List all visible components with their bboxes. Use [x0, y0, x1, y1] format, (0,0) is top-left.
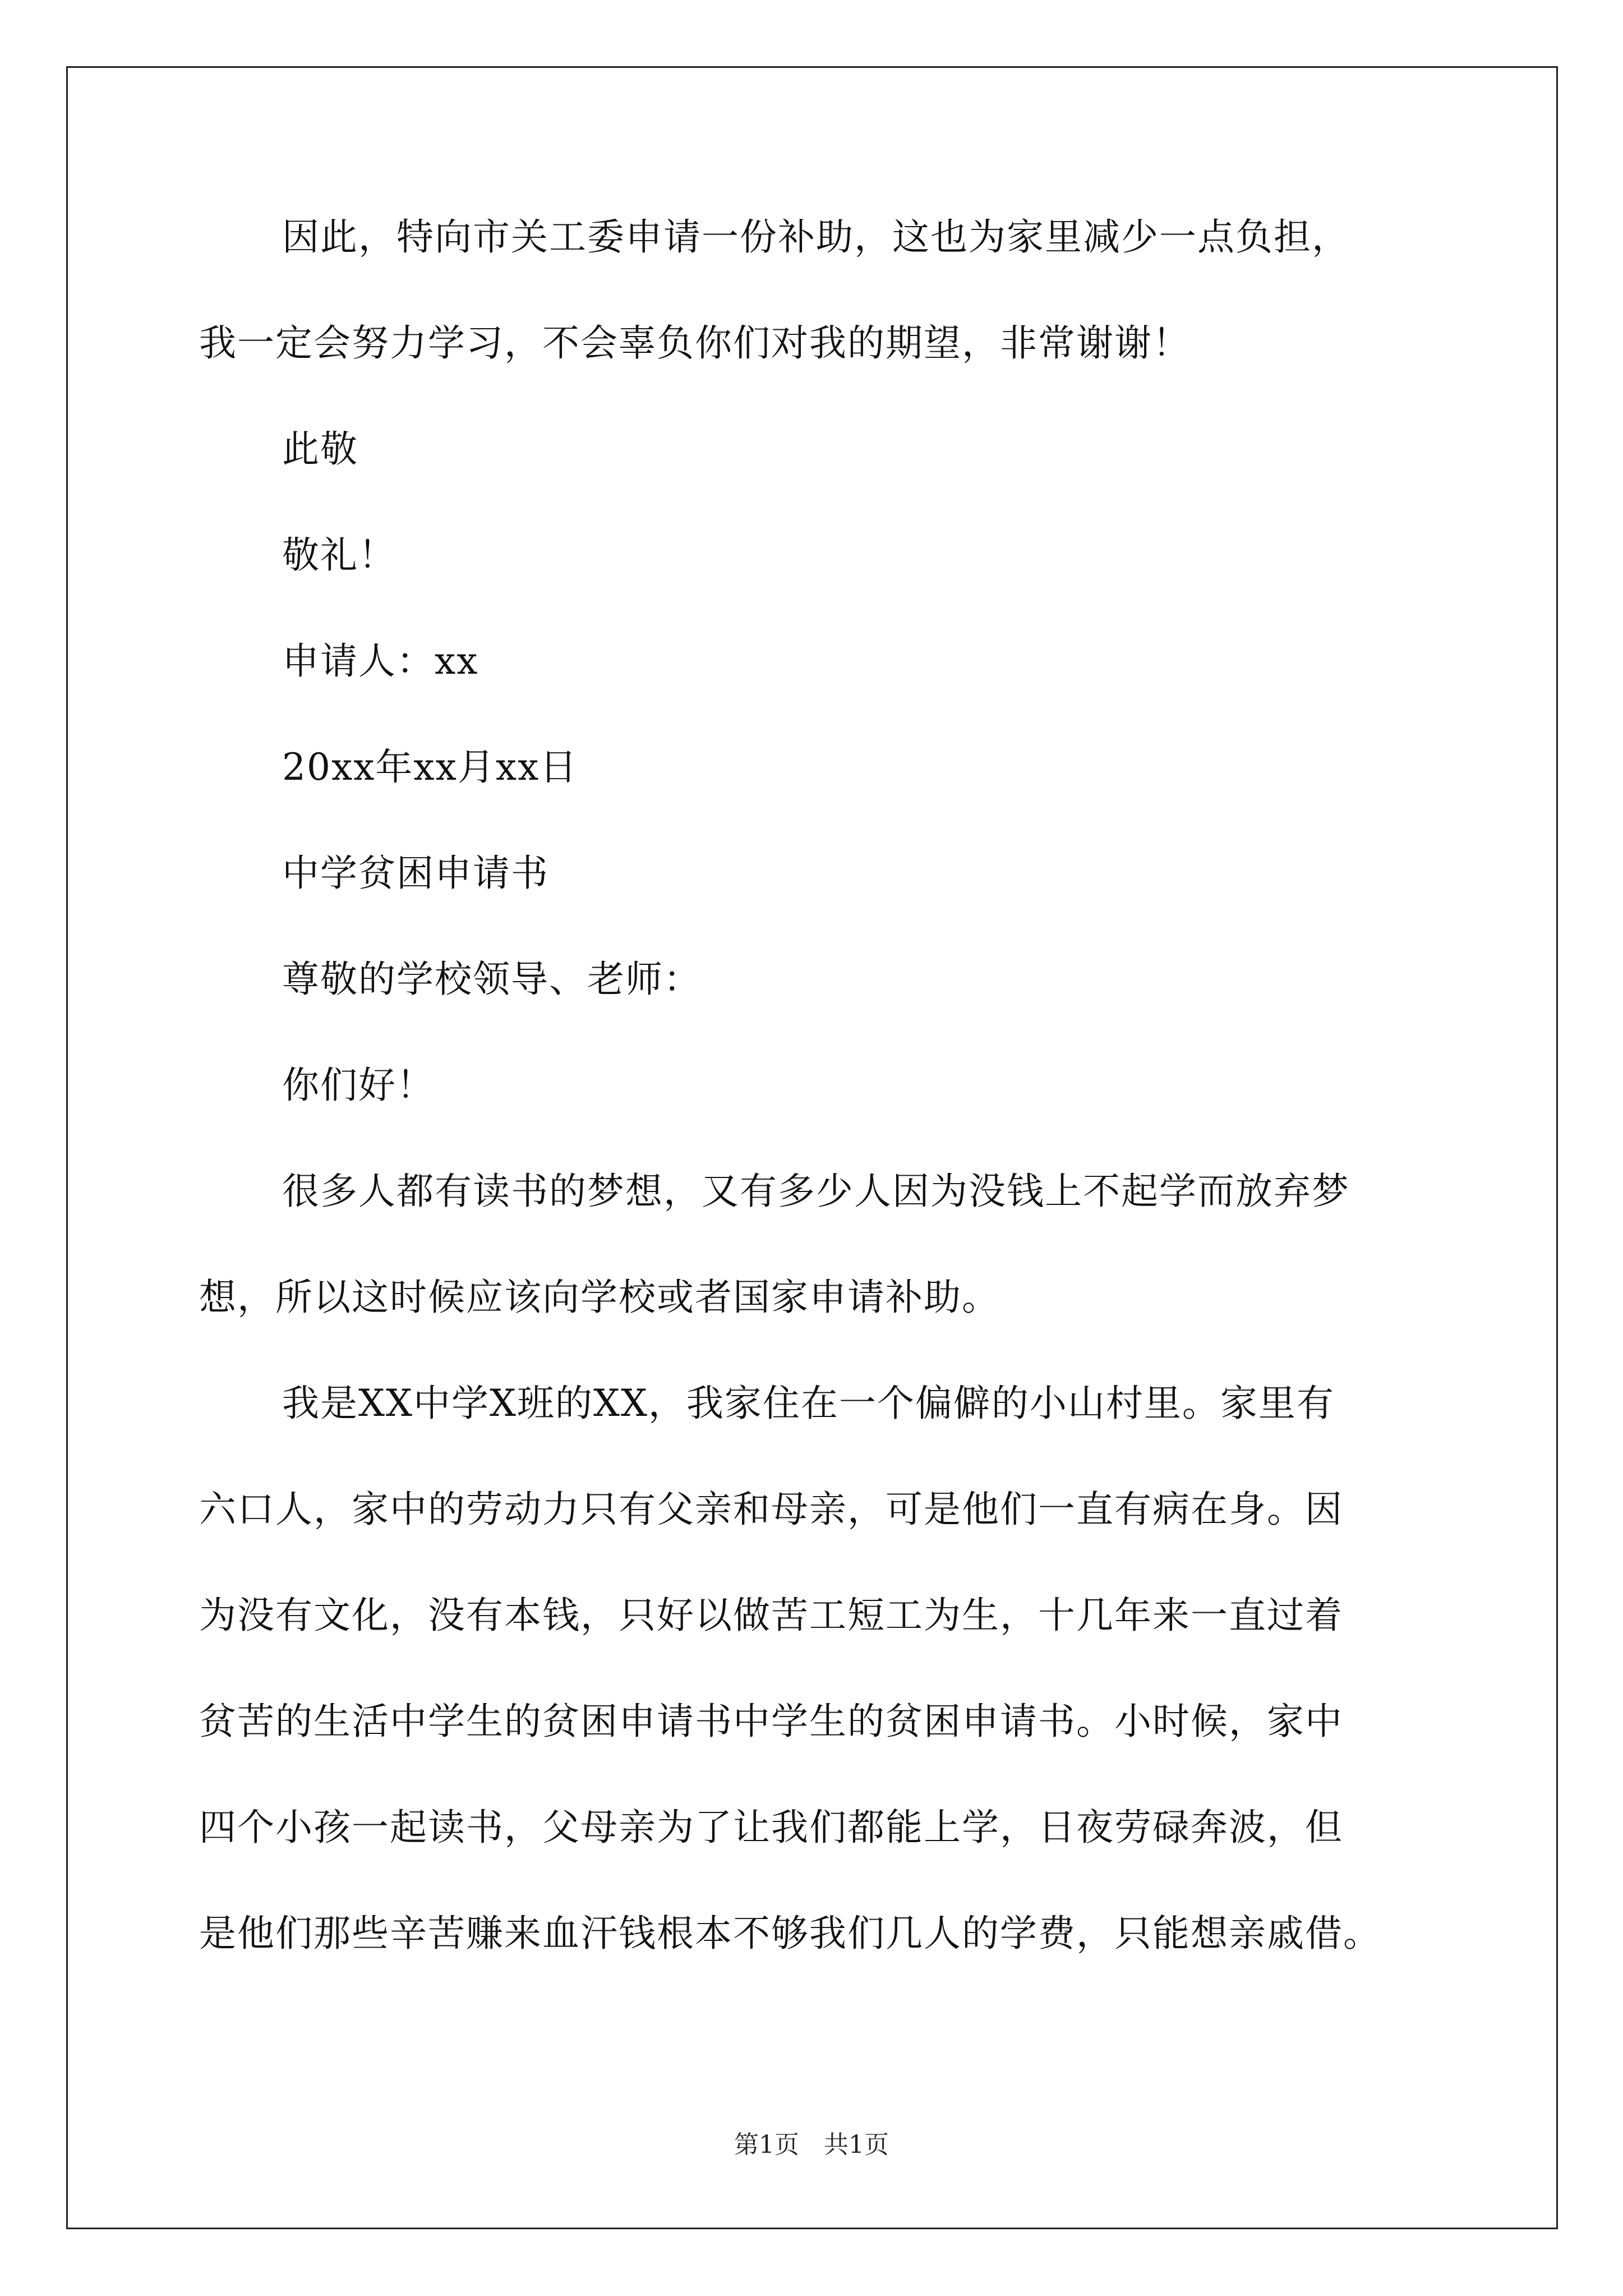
closing-respect: 敬礼！: [282, 533, 396, 577]
paragraph-line: 想，所以这时候应该向学校或者国家申请补助。: [199, 1276, 1000, 1319]
paragraph-line: 很多人都有读书的梦想，又有多少人因为没钱上不起学而放弃梦: [282, 1170, 1350, 1213]
paragraph-line: 贫苦的生活中学生的贫困申请书中学生的贫困申请书。小时候，家中: [199, 1700, 1343, 1743]
paragraph-line: 因此，特向市关工委申请一份补助，这也为家里减少一点负担，: [282, 215, 1350, 259]
greeting-recipient: 尊敬的学校领导、老师：: [282, 958, 702, 1001]
paragraph-line: 我一定会努力学习，不会辜负你们对我的期望，非常谢谢！: [199, 321, 1191, 365]
paragraph-line: 六口人，家中的劳动力只有父亲和母亲，可是他们一直有病在身。因: [199, 1488, 1343, 1531]
applicant-name: 申请人：xx: [282, 639, 479, 683]
document-body: [199, 215, 1433, 2021]
greeting: 你们好！: [282, 1064, 435, 1107]
paragraph-line: 是他们那些辛苦赚来血汗钱根本不够我们几人的学费，只能想亲戚借。: [199, 1912, 1381, 1955]
closing-salutation: 此敬: [282, 427, 358, 471]
application-date: 20xx年xx月xx日: [282, 746, 578, 789]
paragraph-line: 为没有文化，没有本钱，只好以做苦工短工为生，十几年来一直过着: [199, 1594, 1343, 1637]
page-footer: 第1页 共1页: [734, 2131, 889, 2159]
paragraph-line: 四个小孩一起读书，父母亲为了让我们都能上学，日夜劳碌奔波，但: [199, 1806, 1343, 1849]
section-title: 中学贫困申请书: [282, 852, 549, 895]
paragraph-line: 我是XX中学X班的XX，我家住在一个偏僻的小山村里。家里有: [282, 1382, 1335, 1425]
